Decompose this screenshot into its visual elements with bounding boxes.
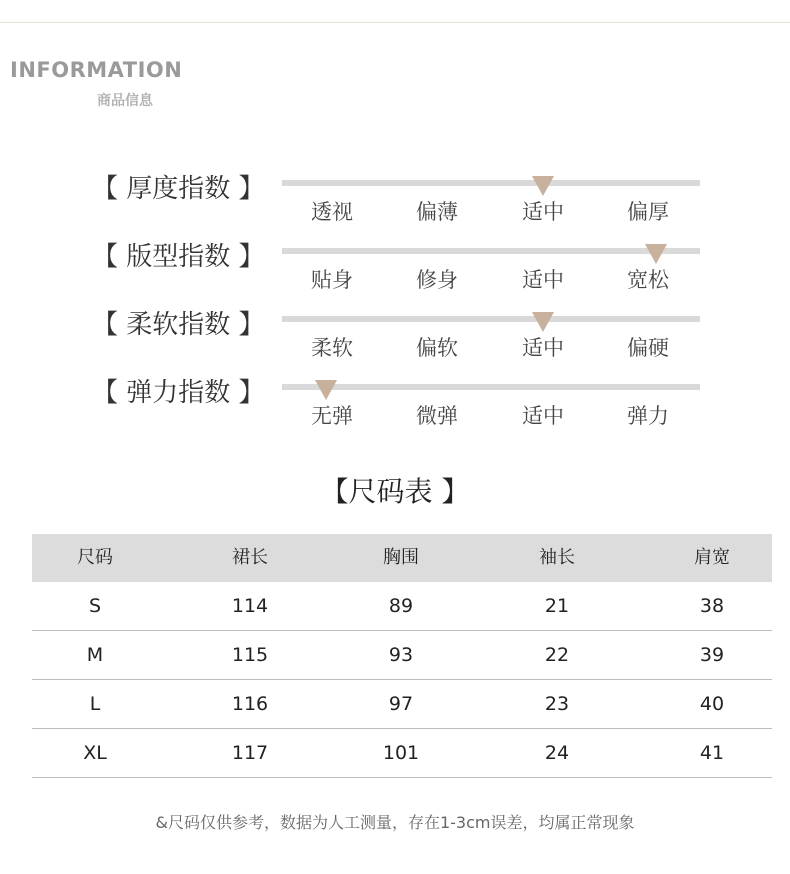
table-cell: 116 (231, 693, 269, 715)
index-option: 修身 (416, 268, 458, 292)
table-header-cell: 胸围 (383, 547, 419, 568)
index-option: 微弹 (416, 404, 458, 428)
table-cell: 41 (699, 742, 725, 764)
table-cell: 22 (544, 644, 570, 666)
table-cell: XL (83, 742, 107, 764)
size-table (32, 534, 772, 778)
index-row (0, 304, 790, 364)
index-option: 适中 (522, 404, 564, 428)
index-track (282, 384, 700, 390)
table-cell: M (86, 644, 104, 666)
table-header-cell: 肩宽 (694, 547, 730, 568)
index-label: 【 版型指数 】 (92, 242, 265, 272)
footnote: &尺码仅供参考，数据为人工测量，存在1-3cm误差，均属正常现象 (155, 813, 635, 832)
index-option: 宽松 (627, 268, 669, 292)
table-header-row (32, 534, 772, 582)
table-row (32, 631, 772, 680)
table-cell: 89 (388, 595, 414, 617)
index-option: 适中 (522, 268, 564, 292)
table-cell: 24 (544, 742, 570, 764)
table-cell: 23 (544, 693, 570, 715)
table-cell: 115 (231, 644, 269, 666)
index-option: 适中 (522, 200, 564, 224)
index-option: 偏软 (416, 336, 458, 360)
index-option: 弹力 (627, 404, 669, 428)
table-header-cell: 尺码 (77, 547, 113, 568)
table-row (32, 680, 772, 729)
index-marker-icon (645, 244, 667, 264)
table-cell: 40 (699, 693, 725, 715)
index-option: 偏薄 (416, 200, 458, 224)
index-label: 【 弹力指数 】 (92, 378, 265, 408)
index-track (282, 180, 700, 186)
table-cell: 114 (231, 595, 269, 617)
table-cell: 38 (699, 595, 725, 617)
table-cell: 39 (699, 644, 725, 666)
index-label: 【 厚度指数 】 (92, 174, 265, 204)
index-row (0, 372, 790, 432)
info-title: INFORMATION (10, 58, 183, 82)
index-row (0, 236, 790, 296)
table-cell: 21 (544, 595, 570, 617)
table-cell: L (89, 693, 101, 715)
table-cell: 97 (388, 693, 414, 715)
index-track (282, 316, 700, 322)
table-header-cell: 裙长 (232, 547, 268, 568)
info-subtitle: 商品信息 (97, 93, 153, 109)
table-header-cell: 袖长 (539, 547, 575, 568)
index-option: 偏硬 (627, 336, 669, 360)
table-cell: 93 (388, 644, 414, 666)
index-track (282, 248, 700, 254)
index-option: 透视 (311, 200, 353, 224)
index-row (0, 168, 790, 228)
table-row (32, 582, 772, 631)
top-divider (0, 22, 790, 23)
index-marker-icon (315, 380, 337, 400)
table-cell: 101 (382, 742, 420, 764)
table-cell: S (88, 595, 102, 617)
table-cell: 117 (231, 742, 269, 764)
index-option: 偏厚 (627, 200, 669, 224)
index-option: 柔软 (311, 336, 353, 360)
index-option: 适中 (522, 336, 564, 360)
index-option: 贴身 (311, 268, 353, 292)
size-chart-title: 【尺码表 】 (320, 475, 470, 508)
table-row (32, 729, 772, 778)
index-label: 【 柔软指数 】 (92, 310, 265, 340)
index-marker-icon (532, 176, 554, 196)
index-marker-icon (532, 312, 554, 332)
index-option: 无弹 (311, 404, 353, 428)
